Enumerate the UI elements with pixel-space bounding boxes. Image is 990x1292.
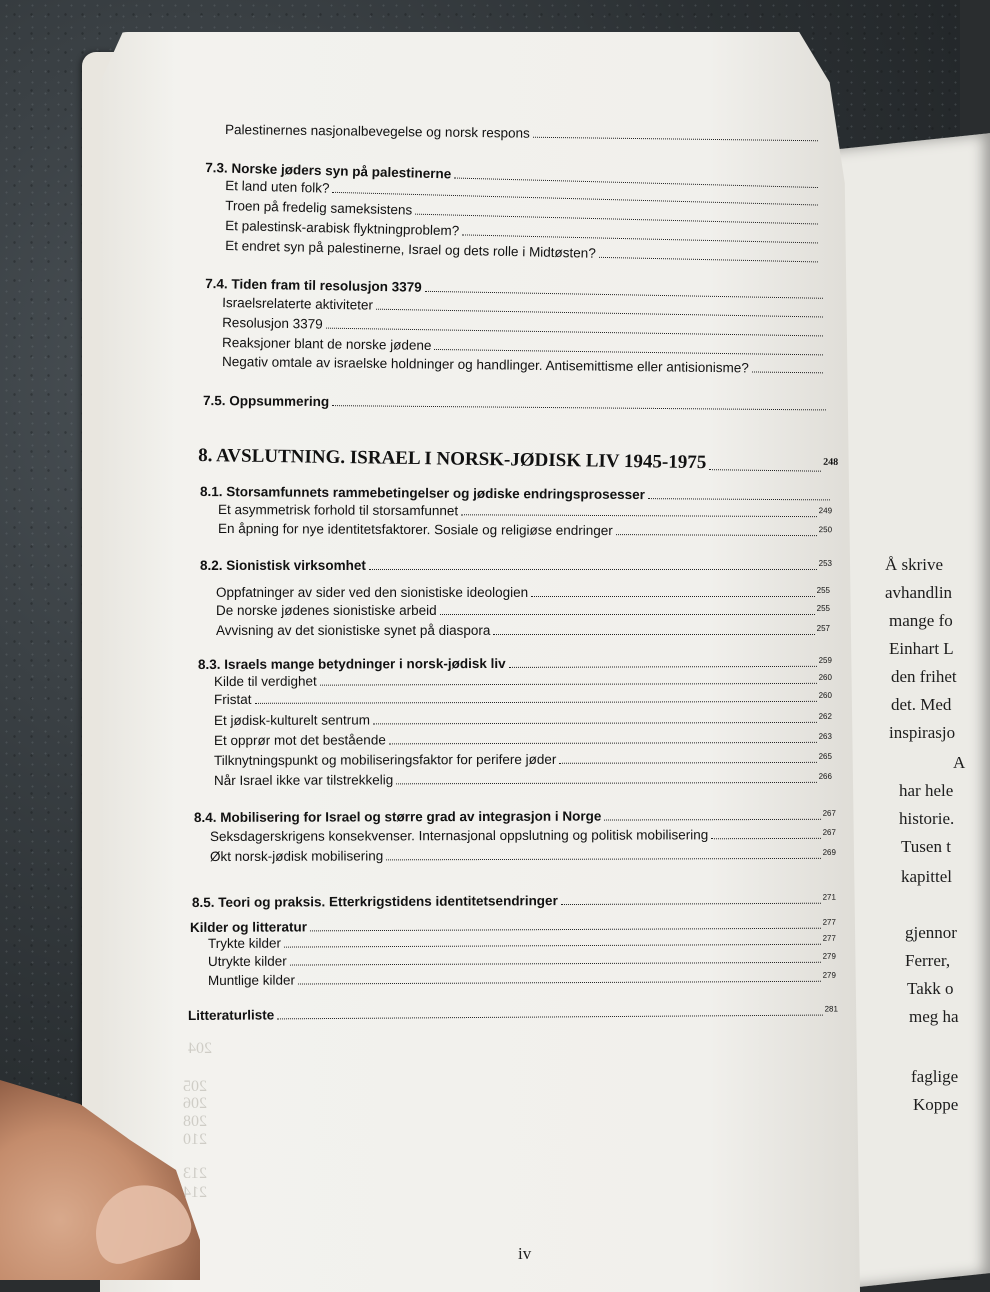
toc-entry-title: Et asymmetrisk forhold til storsamfunnet bbox=[218, 502, 459, 519]
dot-leader bbox=[369, 568, 817, 570]
dot-leader bbox=[604, 818, 820, 821]
toc-entry bbox=[216, 621, 830, 639]
toc-entry-page: 277 bbox=[822, 933, 836, 943]
dot-leader bbox=[396, 781, 816, 784]
toc-entry-title: Resolusjon 3379 bbox=[222, 315, 323, 332]
dot-leader bbox=[386, 857, 820, 861]
toc-entry-title: 8.2. Sionistisk virksomhet bbox=[200, 558, 366, 573]
toc-entry-page: 259 bbox=[818, 655, 832, 665]
toc-entry-title: Reaksjoner blant de norske jødene bbox=[222, 335, 432, 353]
toc-entry-title: Et land uten folk? bbox=[225, 178, 330, 196]
toc-entry-title: 7.5. Oppsummering bbox=[203, 393, 330, 410]
toc-entry-title: Tilknytningspunkt og mobiliseringsfaktor for perifere jøder bbox=[213, 751, 557, 768]
toc-entry-page: 260 bbox=[818, 690, 832, 700]
toc-section-heading bbox=[188, 1001, 838, 1024]
toc-entry-title: 8.5. Teori og praksis. Etterkrigstidens identitetsendringer bbox=[191, 893, 558, 910]
toc-entry-title: De norske jødenes sionistiske arbeid bbox=[216, 603, 437, 618]
toc-entry bbox=[214, 749, 832, 769]
dot-leader bbox=[277, 1014, 822, 1020]
dot-leader bbox=[711, 837, 820, 839]
toc-entry-page: 265 bbox=[818, 751, 832, 761]
facing-page-line: meg ha bbox=[909, 1007, 959, 1026]
toc-entry-page: 260 bbox=[818, 672, 832, 682]
toc-entry-page: 263 bbox=[818, 731, 832, 741]
dot-leader bbox=[434, 348, 823, 355]
toc-entry-title: Trykte kilder bbox=[207, 935, 282, 951]
dot-leader bbox=[599, 256, 818, 263]
dot-leader bbox=[752, 370, 823, 373]
toc-entry-title: Et endret syn på palestinerne, Israel og dets rolle i Midtøsten? bbox=[225, 238, 596, 261]
facing-page-line: kapittel bbox=[901, 867, 952, 886]
facing-page-line: A bbox=[953, 753, 966, 772]
toc-entry-title: Et palestinsk-arabisk flyktningproblem? bbox=[225, 218, 460, 239]
facing-page-line: Koppe bbox=[913, 1095, 959, 1114]
facing-page-line: Å skrive bbox=[885, 555, 944, 574]
toc-entry-page: 277 bbox=[822, 917, 836, 927]
toc-entry-title: Et opprør mot det bestående bbox=[213, 732, 386, 748]
facing-page-line: Einhart L bbox=[889, 639, 954, 658]
facing-page-line: Ferrer, bbox=[905, 951, 951, 970]
facing-page-line: den frihet bbox=[891, 667, 957, 686]
ghost-page-number: 204 bbox=[188, 1040, 212, 1057]
toc-entry-title: 8.4. Mobilisering for Israel og større grad av integrasjon i Norge bbox=[193, 808, 602, 825]
toc-entry bbox=[214, 729, 832, 749]
toc-entry-title: 7.4. Tiden fram til resolusjon 3379 bbox=[205, 276, 422, 295]
dot-leader bbox=[440, 613, 815, 615]
toc-entry-page: 248 bbox=[823, 456, 839, 468]
toc-entry-title: Muntlige kilder bbox=[207, 972, 296, 988]
toc-entry-title: Palestinernes nasjonalbevegelse og norsk respons bbox=[225, 122, 530, 141]
toc-entry-title: 8.3. Israels mange betydninger i norsk-jødisk liv bbox=[197, 655, 506, 672]
ghost-page-number: 206 bbox=[183, 1095, 207, 1112]
dot-leader bbox=[284, 943, 821, 948]
dot-leader bbox=[389, 741, 817, 744]
toc-entry bbox=[214, 769, 832, 789]
toc-entry-page: 267 bbox=[822, 808, 836, 818]
dot-leader bbox=[461, 513, 817, 517]
toc-entry-page: 249 bbox=[818, 506, 833, 516]
toc-section-heading bbox=[194, 806, 836, 826]
toc-entry bbox=[218, 519, 832, 540]
toc-entry-title: Oppfatninger av sider ved den sionistiske ideologien bbox=[216, 585, 529, 600]
facing-page-line: inspirasjo bbox=[889, 723, 956, 742]
ghost-page-number: 213 bbox=[183, 1165, 207, 1182]
toc-entry-page: 255 bbox=[816, 586, 830, 595]
ghost-page-number: 214 bbox=[183, 1184, 207, 1201]
dot-leader bbox=[493, 633, 814, 635]
toc-entry-page: 257 bbox=[816, 624, 830, 633]
toc-entry-title: Litteraturliste bbox=[187, 1007, 275, 1023]
toc-entry-page: 279 bbox=[822, 970, 836, 980]
toc-entry bbox=[208, 949, 836, 970]
toc-entry-page: 271 bbox=[822, 892, 836, 902]
toc-entry bbox=[208, 968, 836, 989]
toc-entry bbox=[225, 120, 820, 145]
toc-entry bbox=[214, 709, 832, 729]
toc-entry bbox=[210, 845, 836, 865]
dot-leader bbox=[373, 721, 817, 725]
toc-entry bbox=[216, 601, 830, 619]
dot-leader bbox=[709, 468, 821, 472]
toc-entry-title: En åpning for nye identitetsfaktorer. Sosiale og religiøse endringer bbox=[218, 521, 613, 539]
toc-entry-title: Kilde til verdighet bbox=[213, 673, 317, 689]
dot-leader bbox=[559, 761, 816, 764]
toc-section-heading bbox=[192, 890, 836, 911]
toc-entry-page: 269 bbox=[822, 847, 836, 857]
ghost-page-number: 210 bbox=[183, 1131, 207, 1148]
dot-leader bbox=[509, 665, 817, 668]
ghost-page-number: 205 bbox=[183, 1078, 207, 1095]
toc-section-heading bbox=[203, 391, 828, 414]
toc-chapter-heading bbox=[198, 443, 838, 476]
toc-entry bbox=[214, 688, 832, 708]
toc-entry-title: Et jødisk-kulturelt sentrum bbox=[213, 712, 371, 728]
facing-page-line: Tusen t bbox=[901, 837, 951, 856]
facing-page-line: det. Med bbox=[891, 695, 952, 714]
toc-entry-title: Økt norsk-jødisk mobilisering bbox=[209, 848, 384, 864]
toc-entry-title: Seksdagerskrigens konsekvenser. Internasjonal oppslutning og politisk mobilisering bbox=[209, 827, 709, 844]
page-number: iv bbox=[518, 1244, 532, 1263]
toc-section-heading bbox=[200, 556, 832, 574]
toc-entry bbox=[210, 825, 836, 845]
toc-entry-title: Negativ omtale av israelske holdninger og handlinger. Antisemittisme eller antisionisme? bbox=[222, 354, 749, 376]
dot-leader bbox=[561, 902, 821, 905]
toc-entry-page: 281 bbox=[824, 1004, 838, 1014]
toc-entry-title: Kilder og litteratur bbox=[189, 919, 308, 935]
toc-entry-title: Når Israel ikke var tilstrekkelig bbox=[213, 772, 394, 788]
dot-leader bbox=[290, 961, 821, 966]
toc-entry-title: 7.3. Norske jøders syn på palestinerne bbox=[205, 160, 452, 182]
toc-entry-title: Avvisning av det sionistiske synet på diaspora bbox=[216, 623, 491, 638]
toc-entry-page: 255 bbox=[816, 604, 830, 613]
toc-entry-title: Troen på fredelig sameksistens bbox=[225, 198, 413, 218]
toc-entry-title: 8.1. Storsamfunnets rammebetingelser og jødiske endringsprosesser bbox=[200, 484, 646, 503]
facing-page-line: mange fo bbox=[889, 611, 953, 630]
toc-entry bbox=[218, 500, 832, 521]
toc-entry bbox=[214, 670, 832, 690]
facing-page-line: Takk o bbox=[907, 979, 954, 998]
facing-page-line: historie. bbox=[899, 809, 955, 828]
facing-page-line: faglige bbox=[911, 1067, 959, 1086]
toc-entry-title: Israelsrelaterte aktiviteter bbox=[222, 295, 374, 313]
dot-leader bbox=[320, 682, 817, 686]
facing-page-line: har hele bbox=[899, 781, 954, 800]
toc-entry bbox=[216, 583, 830, 601]
dot-leader bbox=[533, 136, 818, 141]
toc-entry-page: 253 bbox=[818, 559, 832, 568]
facing-page-line: gjennor bbox=[905, 923, 957, 942]
ghost-page-number: 208 bbox=[183, 1113, 207, 1130]
dot-leader bbox=[531, 595, 814, 597]
toc-entry-page: 267 bbox=[822, 827, 836, 837]
toc-entry-page: 250 bbox=[818, 525, 833, 535]
facing-page-line: avhandlin bbox=[885, 583, 953, 602]
toc-entry-title: 8. AVSLUTNING. ISRAEL I NORSK-JØDISK LIV 1945-1975 bbox=[198, 445, 707, 474]
dot-leader bbox=[332, 404, 826, 410]
toc-entry-title: Utrykte kilder bbox=[207, 953, 287, 969]
toc-entry-page: 279 bbox=[822, 951, 836, 961]
toc-entry-title: Fristat bbox=[213, 691, 252, 707]
dot-leader bbox=[648, 497, 830, 500]
dot-leader bbox=[298, 980, 821, 985]
toc-entry-page: 266 bbox=[818, 771, 832, 781]
dot-leader bbox=[616, 533, 817, 536]
toc-entry-page: 262 bbox=[818, 711, 832, 721]
dot-leader bbox=[254, 700, 816, 704]
